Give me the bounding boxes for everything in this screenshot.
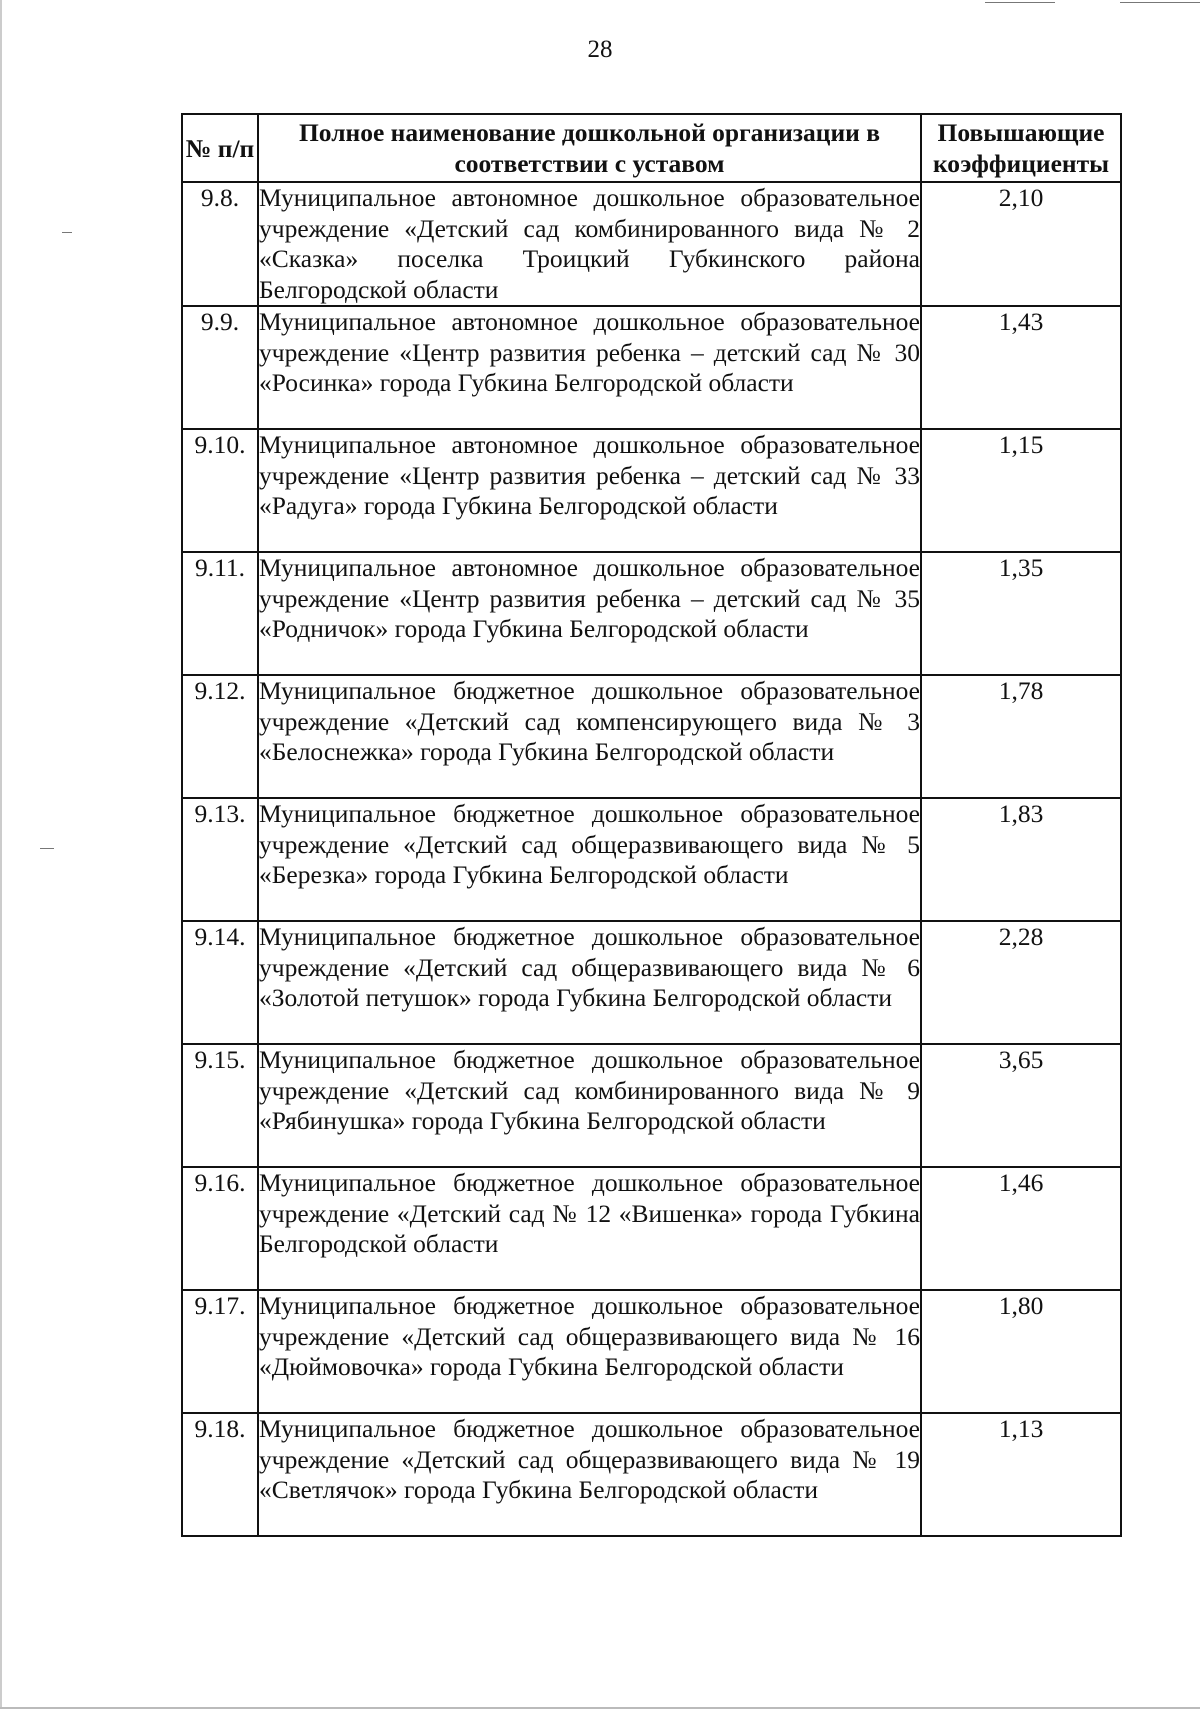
scan-mark-top-right xyxy=(1120,2,1200,3)
table-row xyxy=(182,182,1121,306)
coefficient-value: 1,78 xyxy=(921,675,1121,798)
row-number: 9.13. xyxy=(182,798,258,921)
table-row xyxy=(182,1413,1121,1536)
coefficient-value: 3,65 xyxy=(921,1044,1121,1167)
coefficient-value: 2,28 xyxy=(921,921,1121,1044)
organization-name: Муниципальное автономное дошкольное образовательное учреждение «Центр развития ребенка – детский сад № 30 «Росинка» города Губкина Белгородской области xyxy=(258,306,921,429)
table-row xyxy=(182,921,1121,1044)
row-number: 9.9. xyxy=(182,306,258,429)
organization-name: Муниципальное бюджетное дошкольное образовательное учреждение «Детский сад комбинированного вида № 9 «Рябинушка» города Губкина Белгородской области xyxy=(258,1044,921,1167)
row-number: 9.18. xyxy=(182,1413,258,1536)
row-number: 9.8. xyxy=(182,182,258,306)
organization-name: Муниципальное бюджетное дошкольное образовательное учреждение «Детский сад общеразвивающего вида № 6 «Золотой петушок» города Губкина Белгородской области xyxy=(258,921,921,1044)
organization-name: Муниципальное бюджетное дошкольное образовательное учреждение «Детский сад общеразвивающего вида № 5 «Березка» города Губкина Белгородской области xyxy=(258,798,921,921)
row-number: 9.12. xyxy=(182,675,258,798)
page-number: 28 xyxy=(587,36,613,63)
coefficient-value: 1,80 xyxy=(921,1290,1121,1413)
organization-name: Муниципальное бюджетное дошкольное образовательное учреждение «Детский сад общеразвивающего вида № 16 «Дюймовочка» города Губкина Белгородской области xyxy=(258,1290,921,1413)
header-row xyxy=(182,114,1121,182)
coefficients-table xyxy=(181,113,1122,1537)
coefficient-value: 1,35 xyxy=(921,552,1121,675)
table-header xyxy=(182,114,1121,182)
table-row xyxy=(182,675,1121,798)
coefficient-value: 1,46 xyxy=(921,1167,1121,1290)
header-number: № п/п xyxy=(182,114,258,182)
scan-edge-left xyxy=(0,0,2,1709)
table-row xyxy=(182,306,1121,429)
scan-mark-margin xyxy=(40,848,54,849)
organization-name: Муниципальное бюджетное дошкольное образовательное учреждение «Детский сад № 12 «Вишенка» города Губкина Белгородской области xyxy=(258,1167,921,1290)
header-organization-name: Полное наименование дошкольной организации в соответствии с уставом xyxy=(258,114,921,182)
coefficient-value: 1,83 xyxy=(921,798,1121,921)
organization-name: Муниципальное автономное дошкольное образовательное учреждение «Центр развития ребенка – детский сад № 35 «Родничок» города Губкина Белгородской области xyxy=(258,552,921,675)
row-number: 9.16. xyxy=(182,1167,258,1290)
table-row xyxy=(182,798,1121,921)
table-row xyxy=(182,552,1121,675)
organization-name: Муниципальное автономное дошкольное образовательное учреждение «Детский сад комбинированного вида № 2 «Сказка» поселка Троицкий Губкинского района Белгородской области xyxy=(258,182,921,306)
table-row xyxy=(182,429,1121,552)
table-row xyxy=(182,1044,1121,1167)
coefficient-value: 1,15 xyxy=(921,429,1121,552)
table-row xyxy=(182,1290,1121,1413)
scan-mark-top xyxy=(985,2,1055,3)
row-number: 9.14. xyxy=(182,921,258,1044)
organization-name: Муниципальное автономное дошкольное образовательное учреждение «Центр развития ребенка – детский сад № 33 «Радуга» города Губкина Белгородской области xyxy=(258,429,921,552)
scan-mark-margin xyxy=(62,232,72,233)
table-body xyxy=(182,182,1121,1536)
row-number: 9.17. xyxy=(182,1290,258,1413)
coefficient-value: 1,43 xyxy=(921,306,1121,429)
coefficient-value: 2,10 xyxy=(921,182,1121,306)
row-number: 9.15. xyxy=(182,1044,258,1167)
coefficient-value: 1,13 xyxy=(921,1413,1121,1536)
organization-name: Муниципальное бюджетное дошкольное образовательное учреждение «Детский сад компенсирующего вида № 3 «Белоснежка» города Губкина Белгородской области xyxy=(258,675,921,798)
table-row xyxy=(182,1167,1121,1290)
row-number: 9.11. xyxy=(182,552,258,675)
row-number: 9.10. xyxy=(182,429,258,552)
header-coefficients: Повышающие коэффициенты xyxy=(921,114,1121,182)
organization-name: Муниципальное бюджетное дошкольное образовательное учреждение «Детский сад общеразвивающего вида № 19 «Светлячок» города Губкина Белгородской области xyxy=(258,1413,921,1536)
